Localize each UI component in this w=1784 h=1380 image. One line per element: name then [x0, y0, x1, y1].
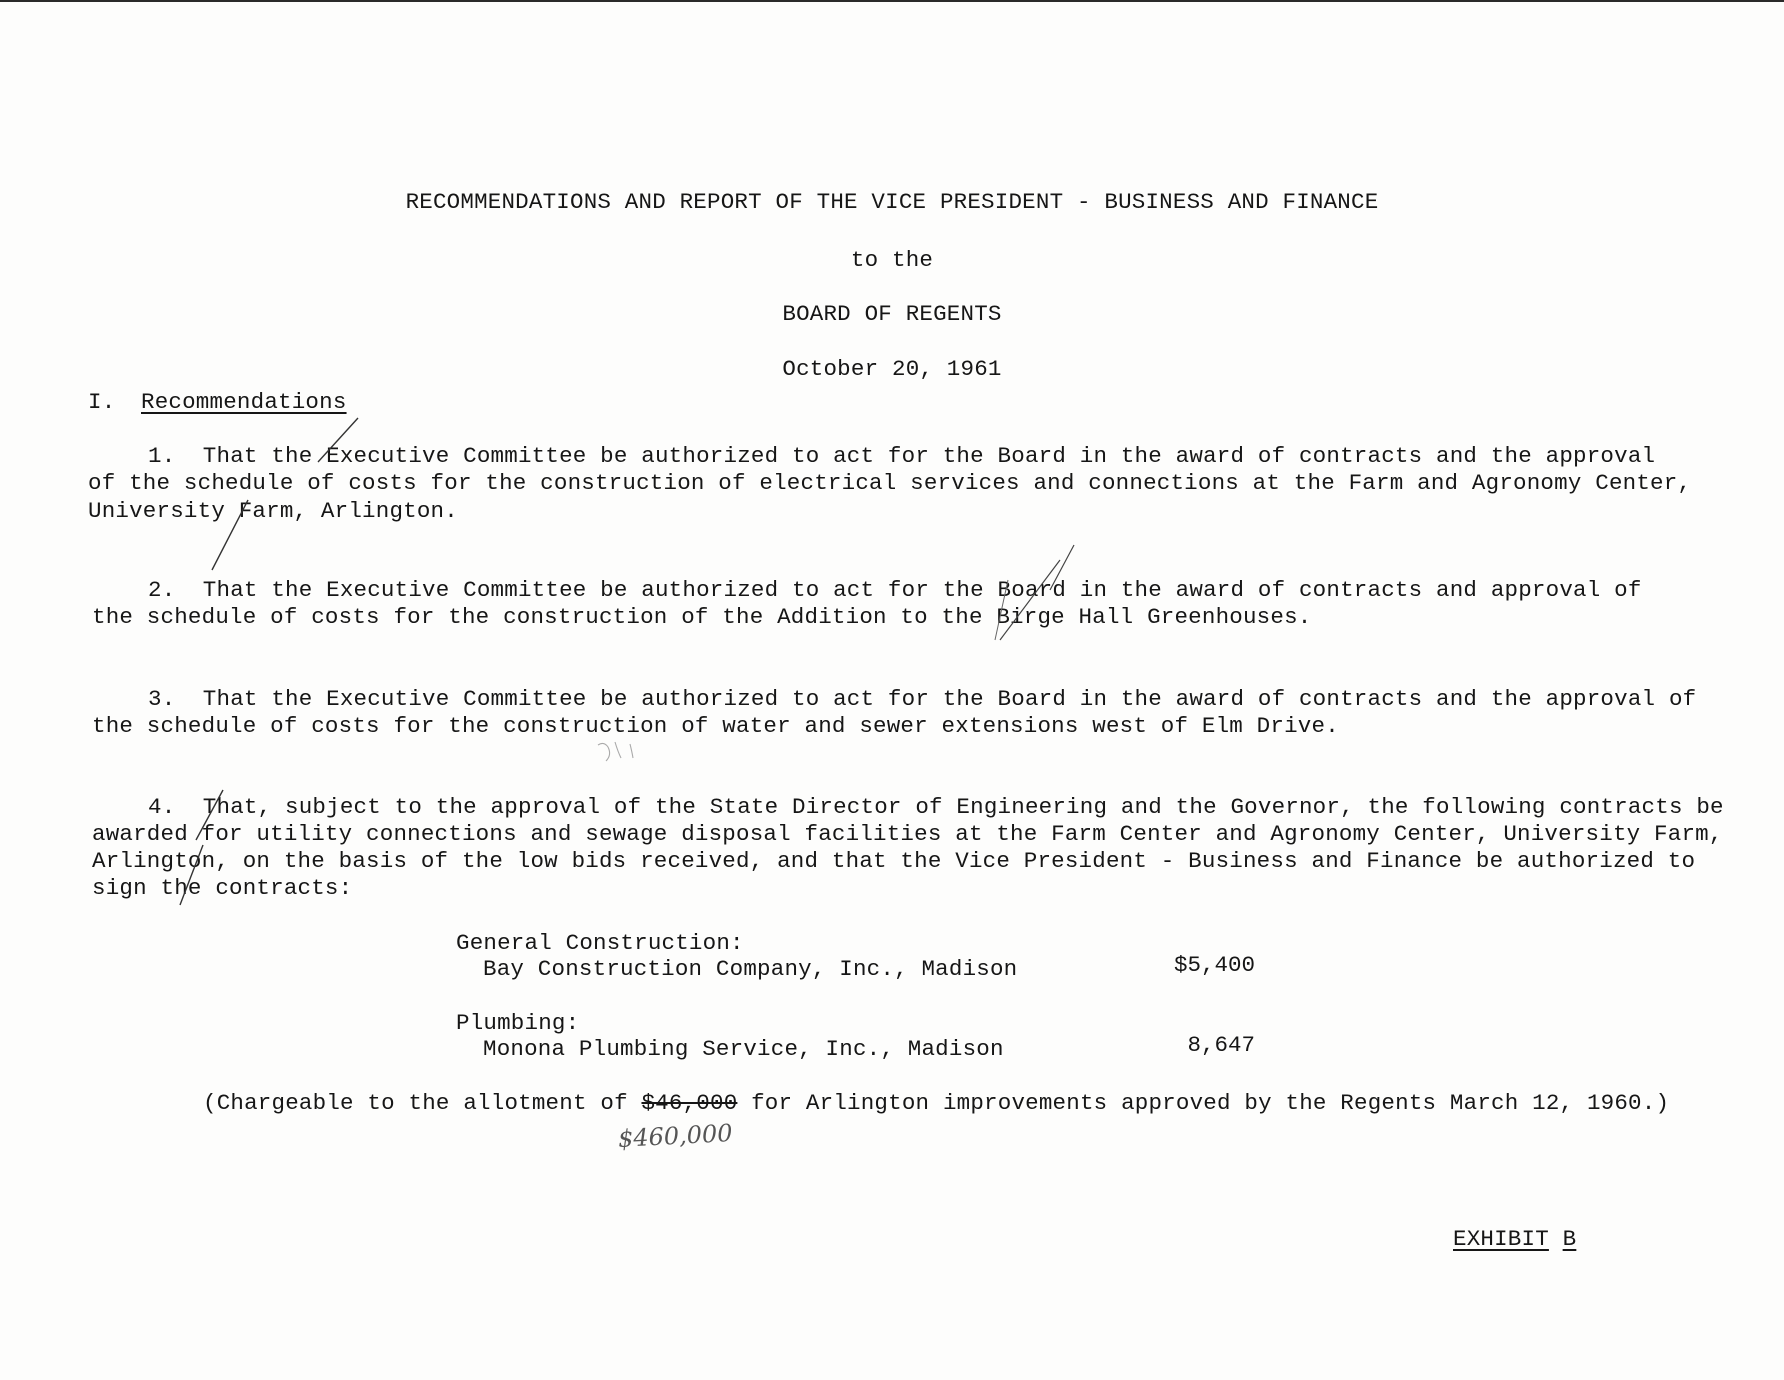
- section-title: Recommendations: [141, 389, 347, 415]
- exhibit-letter: B: [1562, 1226, 1577, 1252]
- faint-pencil-scribble: [598, 742, 633, 761]
- contract-amount-general: $5,400: [1173, 952, 1255, 978]
- handwritten-correction: $460,000: [617, 1119, 734, 1153]
- item-3-line-1: 3. That the Executive Committee be authorized to act for the Board in the award of contracts and the approval of: [148, 686, 1697, 712]
- item-4-line-4: sign the contracts:: [92, 875, 353, 901]
- chargeable-struck-amount: $46,000: [641, 1090, 738, 1116]
- item-2-line-1: 2. That the Executive Committee be authorized to act for the Board in the award of contracts and approval of: [148, 577, 1642, 603]
- chargeable-suffix: for Arlington improvements approved by the Regents March 12, 1960.): [737, 1090, 1670, 1116]
- scan-top-edge: [0, 0, 1784, 2]
- document-date: October 20, 1961: [782, 356, 1002, 382]
- exhibit-word: EXHIBIT: [1453, 1226, 1549, 1252]
- exhibit-label: [1453, 1225, 1576, 1253]
- chargeable-note: [203, 1089, 1669, 1117]
- item-4-line-1: 4. That, subject to the approval of the State Director of Engineering and the Governor, the following contracts be: [148, 794, 1724, 820]
- section-number: I.: [88, 389, 116, 415]
- contract-contractor-plumbing: Monona Plumbing Service, Inc., Madison: [483, 1036, 1004, 1062]
- document-subtitle-to-the: to the: [850, 247, 934, 273]
- item-4-line-2: awarded for utility connections and sewage disposal facilities at the Farm Center and Agronomy Center, University Farm,: [92, 821, 1723, 847]
- item-4-line-3: Arlington, on the basis of the low bids received, and that the Vice President - Business and Finance be authorized to: [92, 848, 1696, 874]
- document-addressee: BOARD OF REGENTS: [782, 301, 1002, 327]
- contract-amount-plumbing: 8,647: [1187, 1032, 1255, 1058]
- item-1-line-1: 1. That the Executive Committee be authorized to act for the Board in the award of contracts and the approval: [148, 443, 1656, 469]
- contract-contractor-general: Bay Construction Company, Inc., Madison: [483, 956, 1018, 982]
- chargeable-prefix: (Chargeable to the allotment of: [203, 1090, 642, 1116]
- contract-category-plumbing: Plumbing:: [456, 1010, 580, 1036]
- contract-category-general: General Construction:: [456, 930, 744, 956]
- item-1-line-2: of the schedule of costs for the construction of electrical services and connections at the Farm and Agronomy Center,: [88, 470, 1692, 496]
- item-2-line-2: the schedule of costs for the construction of the Addition to the Birge Hall Greenhouses.: [92, 604, 1312, 630]
- item-3-line-2: the schedule of costs for the construction of water and sewer extensions west of Elm Drive.: [92, 713, 1339, 739]
- document-title: RECOMMENDATIONS AND REPORT OF THE VICE PRESIDENT - BUSINESS AND FINANCE: [405, 189, 1379, 215]
- item-1-line-3: University Farm, Arlington.: [88, 498, 458, 524]
